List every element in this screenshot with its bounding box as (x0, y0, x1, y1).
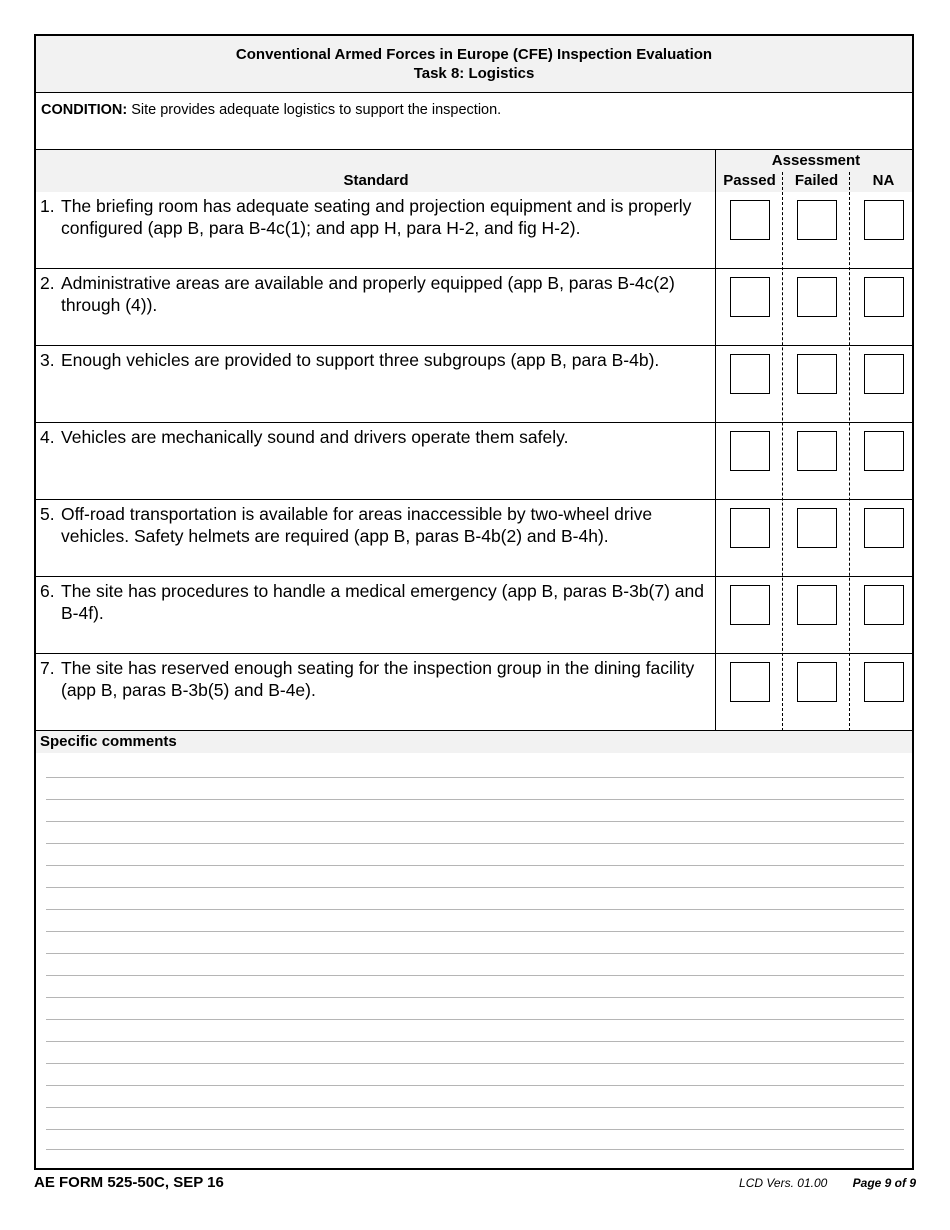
standard-text (40, 195, 712, 239)
na-checkbox[interactable] (864, 354, 904, 394)
inspection-form (34, 34, 914, 1170)
table-row (36, 192, 912, 269)
comment-line (46, 1019, 904, 1020)
comment-line (46, 909, 904, 910)
comments-label: Specific comments (36, 731, 912, 753)
item-number: 3. (40, 350, 55, 370)
comment-line (46, 997, 904, 998)
item-text: Off-road transportation is available for areas inaccessible by two-wheel drive vehicles. Safety helmets are required (app B, paras B-4b(2) and B-4h). (61, 504, 653, 546)
standard-text (40, 349, 712, 371)
comment-line (46, 975, 904, 976)
comment-line (46, 821, 904, 822)
item-text: The briefing room has adequate seating and projection equipment and is properly configured (app B, para B-4c(1); and app H, para H-2, and fig H-2). (61, 196, 692, 238)
failed-column-header: Failed (794, 172, 839, 189)
comment-line (46, 1063, 904, 1064)
standard-text (40, 426, 712, 448)
failed-checkbox[interactable] (797, 354, 837, 394)
failed-checkbox[interactable] (797, 277, 837, 317)
item-text: Enough vehicles are provided to support three subgroups (app B, para B-4b). (61, 350, 660, 370)
na-checkbox[interactable] (864, 662, 904, 702)
item-number: 5. (40, 504, 55, 524)
comment-line (46, 843, 904, 844)
item-number: 6. (40, 581, 55, 601)
na-checkbox[interactable] (864, 585, 904, 625)
passed-column-header: Passed (723, 172, 776, 189)
table-row (36, 269, 912, 346)
standard-column-header: Standard (343, 172, 409, 189)
comment-line (46, 777, 904, 778)
assessment-column-header: Assessment (771, 152, 861, 169)
item-number: 2. (40, 273, 55, 293)
item-number: 7. (40, 658, 55, 678)
passed-checkbox[interactable] (730, 585, 770, 625)
comment-line (46, 953, 904, 954)
passed-checkbox[interactable] (730, 200, 770, 240)
passed-checkbox[interactable] (730, 508, 770, 548)
na-checkbox[interactable] (864, 277, 904, 317)
na-checkbox[interactable] (864, 200, 904, 240)
comment-line (46, 865, 904, 866)
standard-text (40, 580, 712, 624)
table-row (36, 500, 912, 577)
item-text: The site has reserved enough seating for the inspection group in the dining facility (app B, paras B-3b(5) and B-4e). (61, 658, 695, 700)
comment-line (46, 1149, 904, 1150)
page-number: Page 9 of 9 (852, 1176, 916, 1190)
form-id: AE FORM 525-50C, SEP 16 (34, 1174, 224, 1191)
version-label: LCD Vers. 01.00 (739, 1176, 828, 1190)
comment-line (46, 1085, 904, 1086)
comment-line (46, 1129, 904, 1130)
standard-text (40, 503, 712, 547)
table-row (36, 423, 912, 500)
condition-section (36, 93, 912, 150)
condition-label: CONDITION: (41, 102, 128, 118)
footer-info (739, 1176, 916, 1190)
failed-checkbox[interactable] (797, 508, 837, 548)
condition-text: Site provides adequate logistics to support the inspection. (131, 102, 502, 118)
form-title: Conventional Armed Forces in Europe (CFE) Inspection Evaluation (235, 46, 713, 63)
passed-checkbox[interactable] (730, 662, 770, 702)
table-row (36, 577, 912, 654)
table-row (36, 346, 912, 423)
failed-checkbox[interactable] (797, 431, 837, 471)
table-row (36, 654, 912, 731)
item-number: 1. (40, 196, 55, 216)
na-column-header: NA (872, 172, 895, 189)
comment-line (46, 931, 904, 932)
na-checkbox[interactable] (864, 508, 904, 548)
comment-line (46, 799, 904, 800)
passed-checkbox[interactable] (730, 431, 770, 471)
comment-line (46, 1041, 904, 1042)
comment-line (46, 887, 904, 888)
item-text: The site has procedures to handle a medical emergency (app B, paras B-3b(7) and B-4f). (61, 581, 704, 623)
na-checkbox[interactable] (864, 431, 904, 471)
failed-checkbox[interactable] (797, 200, 837, 240)
failed-checkbox[interactable] (797, 585, 837, 625)
standard-text (40, 657, 712, 701)
column-header (36, 150, 912, 192)
standard-text (40, 272, 712, 316)
form-subtitle: Task 8: Logistics (413, 65, 535, 82)
failed-checkbox[interactable] (797, 662, 837, 702)
form-header (36, 36, 912, 93)
passed-checkbox[interactable] (730, 277, 770, 317)
item-text: Administrative areas are available and properly equipped (app B, paras B-4c(2) through (4)). (61, 273, 675, 315)
passed-checkbox[interactable] (730, 354, 770, 394)
item-text: Vehicles are mechanically sound and drivers operate them safely. (61, 427, 569, 447)
comment-line (46, 1107, 904, 1108)
item-number: 4. (40, 427, 55, 447)
